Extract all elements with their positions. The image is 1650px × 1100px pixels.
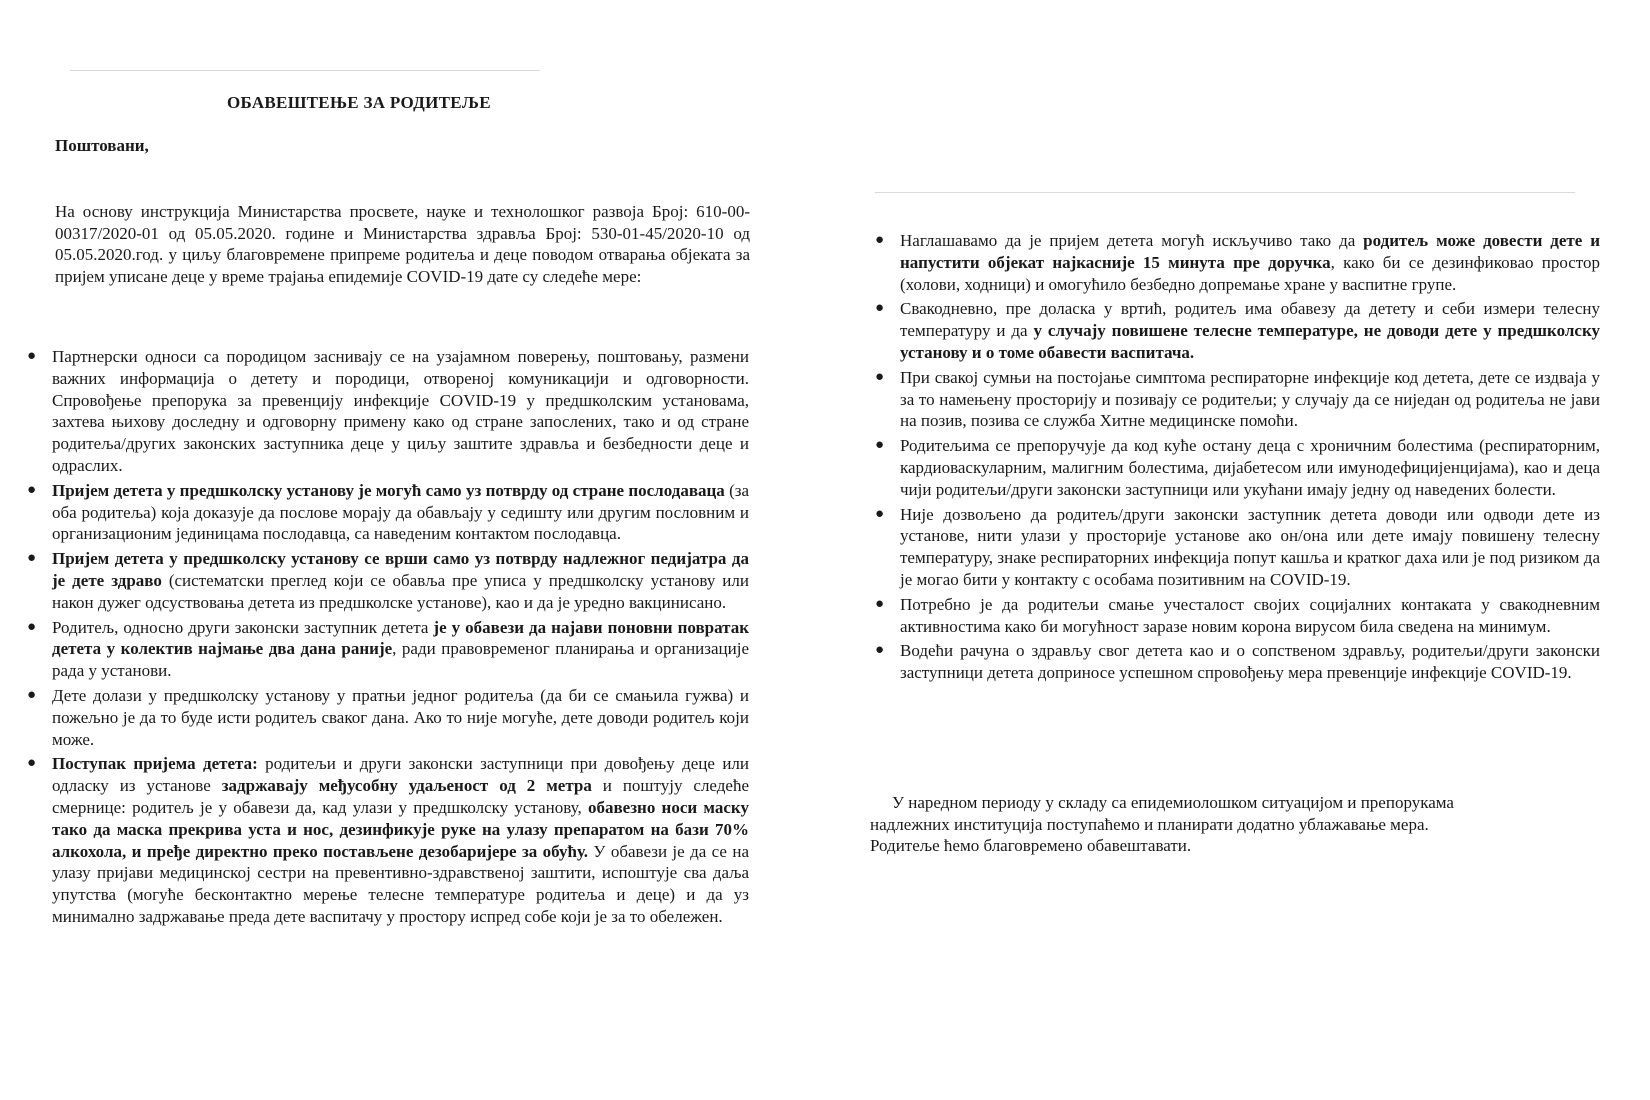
bold-text: Пријем детета у предшколску установу је могућ само уз потврду од стране послодаваца <box>52 480 725 500</box>
bullet-icon: ● <box>875 368 885 385</box>
measures-list-left <box>27 346 749 931</box>
item-text: Водећи рачуна о здрављу свог детета као и о сопственом здрављу, родитељи/други законски заступници детета доприносе успешном спровођењу мера превенције инфекције COVID-19. <box>900 641 1600 683</box>
item-text: Партнерски односи са породицом заснивају се на узајамном поверењу, поштовању, размени важних информација о детету и породици, отвореној комуникацији и одговорности. Спровођење препорука за превенцију инфекције COVID-19 у предшколским установама, захтева њихову доследну и одговорну примену како од стране запослених, тако и од стране родитеља/других законских заступника деце у циљу заштите здравља и безбедности деце и одраслих. <box>52 347 749 475</box>
bullet-icon: ● <box>875 505 885 522</box>
item-text: Родитељ, односно други законски заступник детета <box>52 617 434 637</box>
list-item <box>27 617 749 682</box>
list-item <box>875 504 1600 591</box>
item-text: , ради правовременог планирања и организације рада у установи. <box>52 639 749 681</box>
bullet-icon: ● <box>27 550 37 567</box>
bullet-icon: ● <box>27 618 37 635</box>
list-item <box>27 548 749 613</box>
intro-paragraph: На основу инструкција Министарства просвете, науке и технолошког развоја Број: 610-00-00317/2020-01 од 05.05.2020. године и Министарства здравља Број: 530-01-45/2020-10 од 05.05.2020.год. у циљу благовремене припреме родитеља и деце поводом отварања објеката за пријем уписане деце у време трајања епидемије COVID-19 дате су следеће мере: <box>55 202 750 286</box>
list-item <box>875 594 1600 638</box>
item-text: и поштују следеће смернице: родитељ је у обавези да, кад улази у предшколску установу, <box>52 776 749 817</box>
right-page <box>845 0 1635 1100</box>
document-title: ОБАВЕШТЕЊЕ ЗА РОДИТЕЉЕ <box>227 93 491 112</box>
list-item <box>875 298 1600 363</box>
salutation: Поштовани, <box>55 136 149 155</box>
bold-text: обавезно носи маску тако да маска прекрива уста и нос, дезинфикује руке на улазу препаратом на бази 70% алкохола, и пређе директно преко постављене дезобаријере за обућу. <box>52 797 749 861</box>
bullet-icon: ● <box>27 686 37 703</box>
bullet-icon: ● <box>27 348 37 364</box>
bullet-icon: ● <box>875 595 885 612</box>
item-text: Наглашавамо да је пријем детета могућ искључиво тако да <box>900 231 1364 250</box>
bullet-icon: ● <box>875 437 885 454</box>
list-item <box>27 685 749 750</box>
bullet-icon: ● <box>875 300 885 317</box>
list-item <box>27 753 749 927</box>
left-page <box>0 0 800 1100</box>
item-text: , како би се дезинфиковао простор (холови, ходници) и омогућило безбедно допремање хране у васпитне групе. <box>900 252 1600 294</box>
item-text: (за оба родитеља) која доказује да послове морају да обављају у седишту или другим пословним и организационим јединицама послодавца, са наведеним контактом послодавца. <box>52 480 750 544</box>
item-text: Потребно је да родитељи смање учесталост својих социјалних контаката у свакодневним активностима како би могућност заразе новим корона вирусом била сведена на минимум. <box>900 594 1600 636</box>
closing-line: У наредном периоду у складу са епидемиолошком ситуацијом и препорукама <box>892 793 1454 812</box>
measures-list-right <box>875 230 1600 687</box>
bold-text: у случају повишене телесне температуре, не доводи дете у предшколску установу и о томе обавести васпитача. <box>900 321 1600 362</box>
closing-line: Родитеље ћемо благовремено обавештавати. <box>870 836 1192 856</box>
list-item <box>875 640 1600 684</box>
bold-text: Поступак пријема детета: <box>52 754 258 774</box>
bullet-icon: ● <box>875 642 885 659</box>
item-text: При свакој сумњи на постојање симптома респираторне инфекције код детета, дете се издваја у за то намењену просторију и позивају се родитељи; у случају да се ниједан од родитеља не јави на позив, позива се служба Хитне медицинске помоћи. <box>900 367 1600 431</box>
scan-edge-line <box>70 70 540 71</box>
list-item <box>875 435 1600 500</box>
list-item <box>27 346 749 477</box>
bullet-icon: ● <box>27 755 37 772</box>
closing-paragraph <box>870 792 1580 857</box>
bold-text: родитељ може довести дете и напустити објекат најкасније 15 минута пре доручка <box>900 231 1601 272</box>
list-item <box>27 480 749 545</box>
item-text: Родитељима се препоручује да код куће остану деца с хроничним болестима (респираторним, кардиоваскуларним, малигним болестима, дијабетесом или имунодефицијенцијама), као и деца чији родитељи/други законски заступници или укућани имају једну од наведених болести. <box>900 436 1600 499</box>
list-item <box>875 230 1600 295</box>
bullet-icon: ● <box>875 232 885 248</box>
item-text: Дете долази у предшколску установу у пратњи једног родитеља (да би се смањила гужва) и пожељно је да то буде исти родитељ сваког дана. Ако то није могуће, дете доводи родитељ који може. <box>52 685 749 749</box>
bold-text: Пријем детета у предшколску установу се врши само уз потврду надлежног педијатра да је дете здраво <box>52 549 749 590</box>
item-text: родитељи и други законски заступници при довођењу деце или одласку из установе <box>52 754 749 796</box>
item-text: У обавези је да се на улазу пријави медицинској сестри на превентивно-здравственој заштити, испоштује сва даља упутства (могуће бесконтактно мерење телесне температуре родитеља и деце) и да уз минимално задржавање преда дете васпитачу у простору испред собе који је за то обележен. <box>52 841 749 926</box>
bullet-icon: ● <box>27 481 37 498</box>
list-item <box>875 367 1600 432</box>
scan-edge-line <box>875 192 1575 193</box>
closing-line: надлежних институција поступаћемо и планирати додатно ублажавање мера. <box>870 814 1429 834</box>
bold-text: задржавају међусобну удаљеност од 2 метра <box>221 776 592 796</box>
item-text: Није дозвољено да родитељ/други законски заступник детета доводи или одводи дете из установе, нити улази у просторије установе ако он/она или дете имају повишену телесну температуру, знаке респираторних инфекција попут кашља и кратког даха или је под ризиком да је могао бити у контакту с особама позитивним на COVID-19. <box>900 504 1600 589</box>
item-text: Свакодневно, пре доласка у вртић, родитељ има обавезу да детету и себи измери телесну температуру и да <box>900 299 1600 341</box>
item-text: (систематски преглед који се обавља пре уписа у предшколску установу или након дужег одсуствовања детета из предшколске установе), као и да је уредно вакцинисано. <box>52 570 749 612</box>
bold-text: је у обавези да најави поновни повратак детета у колектив најмање два дана раније <box>52 617 749 659</box>
